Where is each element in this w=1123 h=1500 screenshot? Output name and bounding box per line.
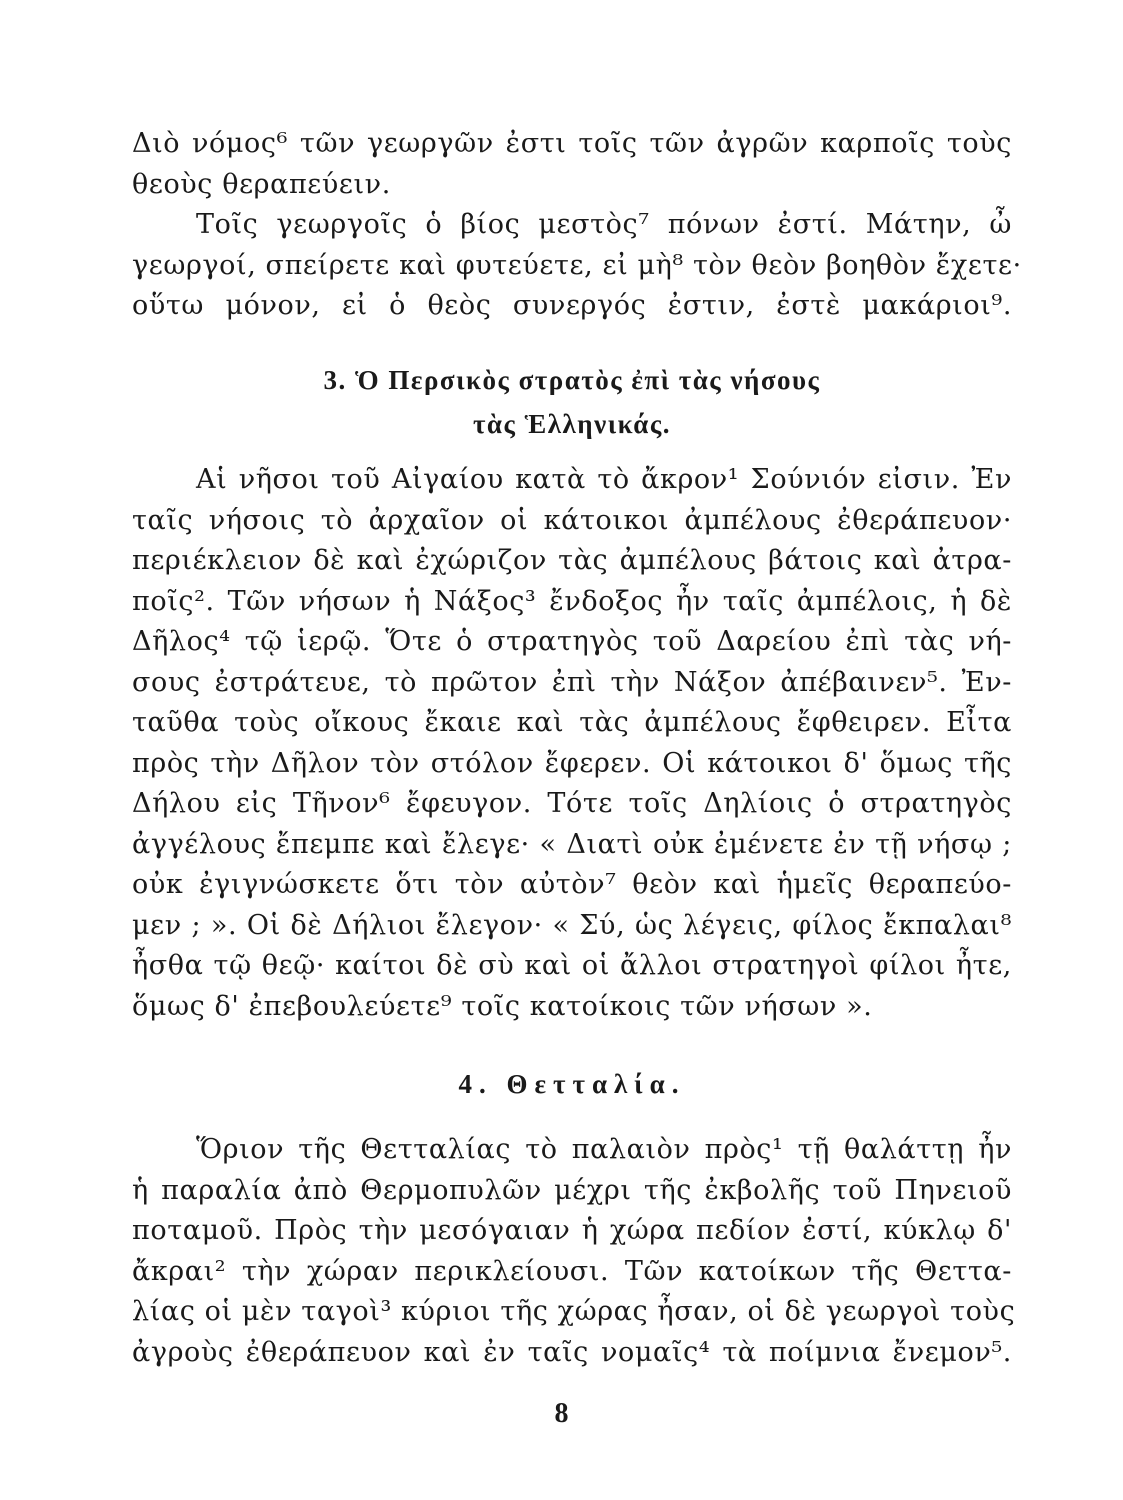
section-4-heading — [132, 1062, 1012, 1106]
section-4-body — [132, 1130, 1016, 1373]
text-line: ἀγγέλους ἔπεμπε καὶ ἔλεγε· « Διατὶ οὐκ ἐμένετε ἐν τῇ νήσῳ ; — [132, 828, 1012, 860]
text-line: Τοῖς γεωργοῖς ὁ βίος μεστὸς⁷ πόνων ἐστί. Μάτην, ὦ — [196, 209, 1012, 240]
text-line: πρὸς τὴν Δῆλον τὸν στόλον ἔφερεν. Οἱ κάτοικοι δ' ὅμως τῆς — [132, 747, 1012, 779]
text-line: ἀγροὺς ἐθεράπευον καὶ ἐν ταῖς νομαῖς⁴ τὰ ποίμνια ἔνεμον⁵. — [132, 1336, 1012, 1368]
page-number: 8 — [554, 1398, 569, 1429]
text-line: Δῆλος⁴ τῷ ἱερῷ. Ὅτε ὁ στρατηγὸς τοῦ Δαρείου ἐπὶ τὰς νή- — [132, 626, 1012, 657]
text-line: λίας οἱ μὲν ταγοὶ³ κύριοι τῆς χώρας ἦσαν, οἱ δὲ γεωργοὶ τοὺς — [132, 1296, 1016, 1327]
text-line: ταῖς νήσοις τὸ ἀρχαῖον οἱ κάτοικοι ἀμπέλους ἐθεράπευον· — [132, 504, 1012, 536]
section-3-body — [132, 460, 1012, 1027]
text-line: Αἱ νῆσοι τοῦ Αἰγαίου κατὰ τὸ ἄκρον¹ Σούνιόν εἰσιν. Ἐν — [196, 464, 1012, 495]
text-line: ὅμως δ' ἐπεβουλεύετε⁹ τοῖς κατοίκοις τῶν νήσων ». — [132, 990, 873, 1022]
heading-line: 4. Θετταλία. — [458, 1069, 686, 1099]
text-line: ταῦθα τοὺς οἴκους ἔκαιε καὶ τὰς ἀμπέλους ἔφθειρεν. Εἶτα — [132, 707, 1012, 738]
text-line: ἦσθα τῷ θεῷ· καίτοι δὲ σὺ καὶ οἱ ἄλλοι στρατηγοὶ φίλοι ἦτε, — [132, 950, 1012, 981]
text-line: ἡ παραλία ἀπὸ Θερμοπυλῶν μέχρι τῆς ἐκβολῆς τοῦ Πηνειοῦ — [132, 1174, 1012, 1206]
text-line: οὐκ ἐγιγνώσκετε ὅτι τὸν αὐτὸν⁷ θεὸν καὶ ἡμεῖς θεραπεύο- — [132, 869, 1012, 900]
text-line: Ὅριον τῆς Θετταλίας τὸ παλαιὸν πρὸς¹ τῇ θαλάττῃ ἦν — [196, 1134, 1012, 1165]
intro-paragraph — [132, 124, 1022, 327]
text-line: Δήλου εἰς Τῆνον⁶ ἔφευγον. Τότε τοῖς Δηλίοις ὁ στρατηγὸς — [132, 788, 1012, 819]
text-line: ποῖς². Τῶν νήσων ἡ Νάξος³ ἔνδοξος ἦν ταῖς ἀμπέλοις, ἡ δὲ — [132, 585, 1012, 617]
text-line: περιέκλειον δὲ καὶ ἐχώριζον τὰς ἀμπέλους βάτοις καὶ ἀτρα- — [132, 545, 1012, 576]
section-3-heading — [132, 358, 1012, 446]
text-line: Διὸ νόμος⁶ τῶν γεωργῶν ἐστι τοῖς τῶν ἀγρῶν καρποῖς τοὺς — [132, 128, 1012, 159]
heading-line: 3. Ὁ Περσικὸς στρατὸς ἐπὶ τὰς νήσους — [323, 365, 821, 395]
text-line: ποταμοῦ. Πρὸς τὴν μεσόγαιαν ἡ χώρα πεδίον ἐστί, κύκλῳ δ' — [132, 1215, 1012, 1246]
text-line: μεν ; ». Οἱ δὲ Δήλιοι ἔλεγον· « Σύ, ὡς λέγεις, φίλος ἔκπαλαι⁸ — [132, 909, 1012, 941]
text-line: οὕτω μόνον, εἰ ὁ θεὸς συνεργός ἐστιν, ἐστὲ μακάριοι⁹. — [132, 290, 1012, 321]
text-line: σους ἐστράτευε, τὸ πρῶτον ἐπὶ τὴν Νάξον ἀπέβαινεν⁵. Ἐν- — [132, 666, 1012, 698]
text-line: ἄκραι² τὴν χώραν περικλείουσι. Τῶν κατοίκων τῆς Θεττα- — [132, 1255, 1012, 1287]
text-line: θεοὺς θεραπεύειν. — [132, 168, 391, 200]
text-line: γεωργοί, σπείρετε καὶ φυτεύετε, εἰ μὴ⁸ τὸν θεὸν βοηθὸν ἔχετε· — [132, 249, 1022, 281]
heading-line: τὰς Ἑλληνικάς. — [472, 409, 671, 439]
